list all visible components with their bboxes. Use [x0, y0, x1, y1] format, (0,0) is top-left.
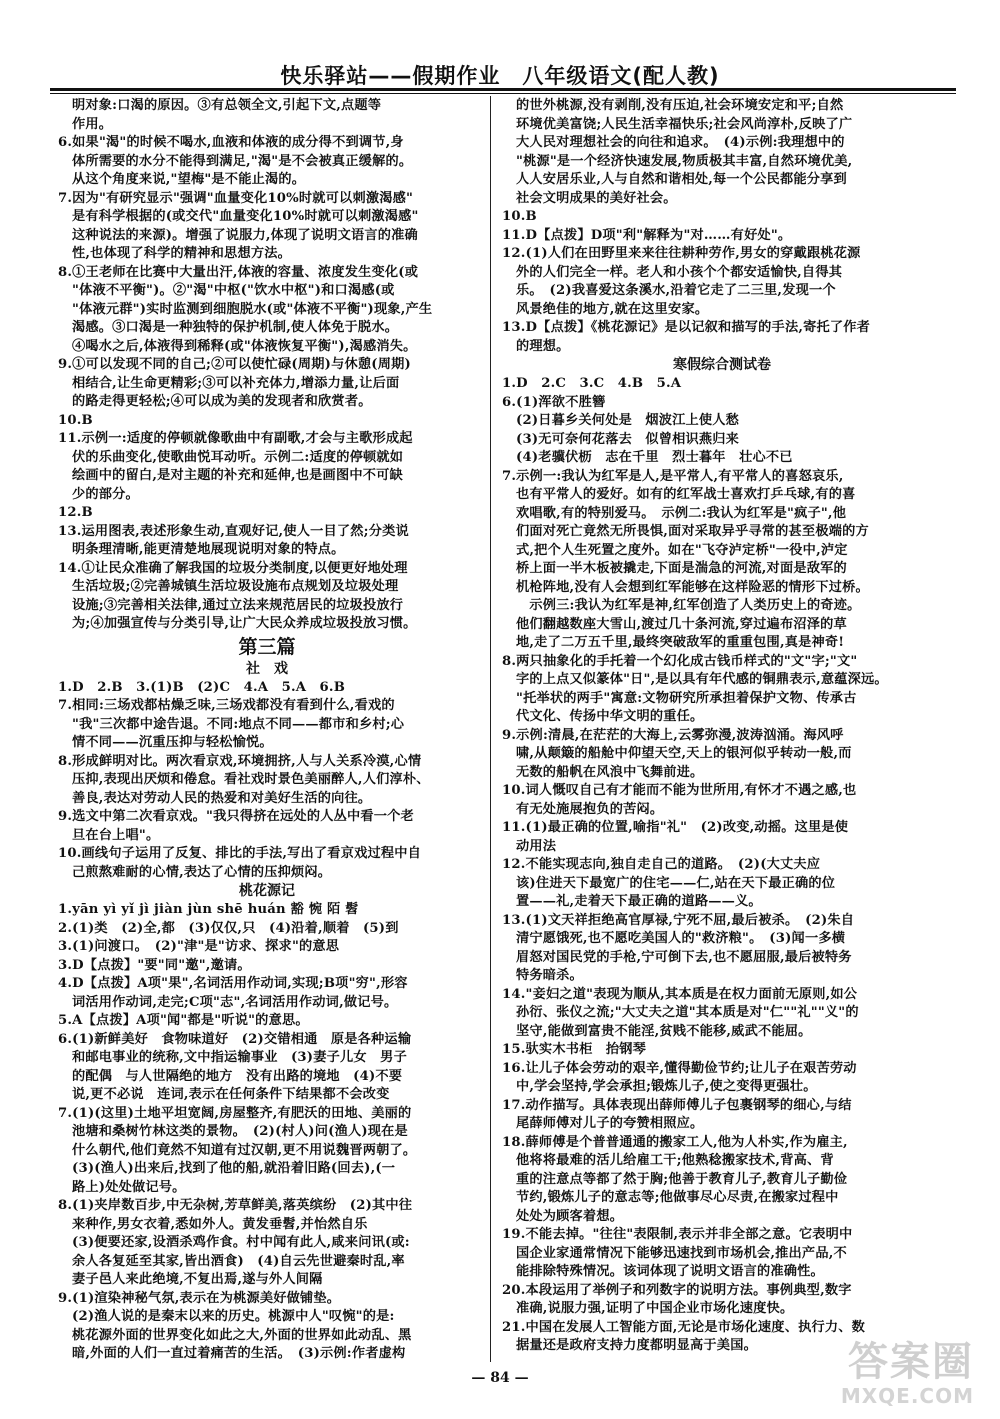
answer-line: 重的注意点等都了然于胸;他善于教育儿子,教育儿子勤俭: [516, 1171, 848, 1187]
answer-line: 坚守,能做到富贵不能淫,贫贱不能移,威武不能屈。: [516, 1023, 812, 1039]
answer-line: 能排除特殊情况。该词体现了说明文语言的准确性。: [516, 1264, 824, 1279]
answer-line: "体液不平衡")。②"渴"中枢("饮水中枢")和口渴感(或: [72, 283, 395, 298]
answer-line: 该)住进天下最宽广的住宅——仁,站在天下最正确的位: [516, 875, 836, 891]
answer-line: 这种说法的来源)。增强了说服力,体现了说明文语言的准确: [72, 227, 418, 243]
answer-line: 余人各复延至其家,皆出酒食) (4)自云先世避秦时乱,率: [72, 1253, 405, 1269]
answer-line: 暗,外面的人们一直过着痛苦的生活。 (3)示例:作者虚构: [72, 1346, 406, 1361]
answer-line: 6.(1)浑欲不胜簪: [502, 394, 606, 410]
answer-line: 桃花源外面的世界变化如此之大,外面的世界如此动乱、黑: [72, 1327, 412, 1343]
answer-line: 12.不能实现志向,独自走自己的道路。 (2)(大丈夫应: [502, 857, 821, 872]
watermark: [834, 1340, 974, 1412]
answer-line: 10.B: [502, 209, 537, 224]
answer-line: 7.相同:三场戏都枯燥乏味,三场戏都没有看到什么,看戏的: [58, 698, 395, 713]
answer-line: (2)日暮乡关何处是 烟波江上使人愁: [516, 413, 740, 428]
section-heading: 社 戏: [246, 660, 288, 677]
header-rule-thin: [50, 93, 956, 94]
answer-line: 8.①王老师在比赛中大量出汗,体液的容量、浓度发生变化(或: [58, 264, 419, 280]
answer-line: 说,更不必说 连词,表示在任何条件下结果都不会改变: [72, 1087, 390, 1102]
right-column: [502, 97, 942, 1356]
page-header: 快乐驿站——假期作业 八年级语文(配人教): [280, 64, 720, 88]
answer-line: 13.D【点拨】《桃花源记》是以记叙和描写的手法,寄托了作者: [502, 320, 871, 335]
answer-line: 的配偶 与人世隔绝的地方 没有出路的境地 (4)不要: [72, 1068, 403, 1084]
answer-line: "体液元群")实时监测到细胞脱水(或"体液不平衡")现象,产生: [72, 301, 433, 317]
watermark-url: MXQE.COM: [840, 1384, 974, 1408]
answer-line: (3)便要还家,设酒杀鸡作食。村中闻有此人,咸来问讯(或:: [72, 1235, 410, 1250]
answer-line: 体所需要的水分不能得到满足,"渴"是不会被真正缓解的。: [72, 153, 413, 169]
header-rule-thick: [50, 88, 956, 91]
section-title: 第三篇: [238, 635, 296, 658]
answer-line: 也有平常人的爱好。如有的红军战士喜欢打乒乓球,有的喜: [516, 487, 856, 502]
answer-line: 明对象:口渴的原因。③有总领全文,引起下文,点题等: [72, 98, 382, 113]
answer-line: 桥上面一半木板被撬走,下面是湍急的河流,对面是敌军的: [516, 561, 847, 576]
answer-line: 来种作,男女衣着,悉如外人。黄发垂髫,并怡然自乐: [72, 1216, 368, 1232]
answer-line: 6.如果"渴"的时候不喝水,血液和体液的成分得不到调节,身: [58, 135, 404, 150]
answer-line: 13.(1)文天祥拒绝高官厚禄,宁死不屈,最后被杀。 (2)朱自: [502, 912, 855, 928]
answer-line: 大人民对理想社会的向往和追求。 (4)示例:我理想中的: [516, 135, 845, 150]
answer-line: (2)渔人说的是秦末以来的历史。桃源中人"叹惋"的是:: [72, 1309, 395, 1324]
answer-line: 据量还是政府支持力度都明显高于美国。: [516, 1338, 757, 1353]
answer-line: 处处为顾客着想。: [516, 1208, 624, 1224]
answer-line: 善良,表达对劳动人民的热爱和对美好生活的向往。: [72, 790, 372, 806]
answer-line: 的理想。: [516, 338, 570, 354]
answer-line: 从这个角度来说,"望梅"是不能止渴的。: [72, 172, 306, 187]
answer-line: 他们翻越数座大雪山,渡过几十条河流,穿过遍布沼泽的草: [516, 616, 847, 632]
answer-line: 5.A【点拨】A项"闻"都是"听说"的意思。: [58, 1013, 309, 1028]
answer-line: 特务暗杀。: [516, 968, 583, 983]
answer-line: 环境优美富饶;人民生活幸福快乐;社会风尚淳朴,反映了广: [516, 116, 853, 132]
answer-line: 什么朝代,他们竟然不知道有过汉朝,更不用说魏晋两朝了。: [72, 1142, 417, 1158]
answer-line: 们面对死亡竟然无所畏惧,面对采取异乎寻常的甚至极端的方: [516, 524, 869, 539]
answer-line: 10.画线句子运用了反复、排比的手法,写出了看京戏过程中自: [58, 846, 422, 861]
answer-line: 渴感。③口渴是一种独特的保护机制,使人体免于脱水。: [72, 320, 399, 335]
answer-line: 无数的船帆在风浪中飞舞前进。: [516, 764, 704, 780]
answer-line: 14.①让民众准确了解我国的垃圾分类制度,以便更好地处理: [58, 560, 408, 576]
left-column: [58, 97, 476, 1364]
section-heading: 寒假综合测试卷: [673, 357, 771, 373]
answer-line: 7.示例一:我认为红军是人,是平常人,有平常人的喜怒哀乐,: [502, 468, 844, 484]
watermark-logo: 答案圈: [848, 1339, 974, 1385]
answer-line: 相结合,让生命更精彩;③可以补充体力,增添力量,让后面: [72, 375, 400, 391]
answer-line: 为;④加强宣传与分类引导,让广大民众养成垃圾投放习惯。: [72, 616, 417, 631]
answer-line: (3)(渔人)出来后,找到了他的船,就沿着旧路(回去),(一: [72, 1161, 396, 1176]
answer-line: 14."妾妇之道"表现为顺从,其本质是在权力面前无原则,如公: [502, 986, 858, 1002]
answer-line: 21.中国在发展人工智能方面,无论是市场化速度、执行力、数: [502, 1319, 866, 1335]
answer-line: "托举状的两手"寓意:文物研究所承担着保护文物、传承古: [516, 690, 857, 706]
answer-line: 13.运用图表,表述形象生动,直观好记,使人一目了然;分类说: [58, 523, 409, 539]
answer-line: (4)老骥伏枥 志在千里 烈士暮年 壮心不已: [516, 450, 793, 465]
answer-line: 16.让儿子体会劳动的艰辛,懂得勤俭节约;让儿子在艰苦劳动: [502, 1060, 857, 1076]
answer-line: 设施;③完善相关法律,通过立法来规范居民的垃圾投放行: [72, 597, 404, 613]
answer-line: 1.D 2.C 3.C 4.B 5.A: [502, 376, 682, 391]
answer-line: 式,把个人生死置之度外。如在"飞夺泸定桥"一役中,泸定: [516, 542, 848, 558]
answer-line: 示例三:我认为红军是神,红军创造了人类历史上的奇迹。: [516, 598, 861, 613]
answer-line: 8.形成鲜明对比。两次看京戏,环境拥挤,人与人关系冷漠,心情: [58, 753, 422, 769]
answer-line: 清宁愿饿死,也不愿吃美国人的"救济粮"。 (3)闻一多横: [516, 931, 846, 946]
answer-line: 情不同——沉重压抑与轻松愉悦。: [72, 735, 273, 750]
answer-line: 9.①可以发现不同的自己;②可以使忙碌(周期)与休憩(周期): [58, 357, 411, 372]
answer-line: 词活用作动词,走完;C项"志",名词活用作动词,做记号。: [72, 994, 398, 1010]
answer-line: 的世外桃源,没有剥削,没有压迫,社会环境安定和平;自然: [516, 98, 844, 113]
answer-line: "我"三次都中途告退。不同:地点不同——都市和乡村;心: [72, 716, 405, 732]
answer-line: 1.D 2.B 3.(1)B (2)C 4.A 5.A 6.B: [58, 679, 346, 695]
column-divider: [490, 96, 491, 1362]
answer-line: 6.(1)新鲜美好 食物味道好 (2)交错相通 原是各种运输: [58, 1031, 412, 1047]
answer-line: 4.D【点拨】A项"果",名词活用作动词,实现;B项"穷",形容: [58, 976, 408, 991]
answer-line: 3.D【点拨】"要"同"邀",邀请。: [58, 957, 251, 973]
answer-line: 伏的乐曲变化,使歌曲悦耳动听。示例二:适度的停顿就如: [72, 449, 404, 465]
page-number: — 84 —: [471, 1370, 529, 1386]
answer-line: 19.不能去掉。"往往"表限制,表示并非全部之意。它表明中: [502, 1227, 853, 1242]
answer-line: 压抑,表现出厌烦和倦怠。看社戏时景色美丽醉人,人们淳朴、: [72, 772, 430, 787]
answer-line: 9.(1)渲染神秘气氛,表示在为桃源美好做铺垫。: [58, 1290, 341, 1306]
answer-line: 机枪阵地,没有人会想到红军能够在这样险恶的情形下过桥。: [516, 579, 869, 595]
answer-line: 2.(1)类 (2)全,都 (3)仅仅,只 (4)沿着,顺着 (5)到: [58, 920, 399, 936]
answer-line: 啸,从颠簸的船舱中仰望天空,天上的银河似乎转动一般,而: [516, 746, 852, 761]
answer-line: 字的上点又似篆体"日",是以具有年代感的铜鼎表示,意蕴深远。: [516, 672, 888, 687]
answer-line: 10.B: [58, 412, 93, 428]
answer-line: 动用法: [516, 838, 557, 854]
answer-line: 置——礼,走着天下最正确的道路——义。: [516, 894, 762, 909]
answer-line: 路上)处处做记号。: [72, 1179, 186, 1195]
answer-line: 7.因为"有研究显示"强调"血量变化10%时就可以刺激渴感": [58, 190, 414, 206]
answer-line: 尾薛师傅对儿子的夸赞相照应。: [516, 1116, 704, 1131]
answer-line: 欢唱歌,有的特别爱马。 示例二:我认为红军是"疯子",他: [516, 505, 847, 521]
answer-line: 1.yān yì yǐ jì jiàn jùn shē huán 豁 惋 陌 髫: [58, 902, 359, 917]
answer-line: (3)无可奈何花落去 似曾相识燕归来: [516, 431, 740, 447]
answer-line: 外的人们完全一样。老人和小孩个个都安适愉快,自得其: [516, 264, 843, 280]
answer-line: 作用。: [72, 116, 113, 132]
answer-line: 9.选文中第二次看京戏。"我只得挤在远处的人丛中看一个老: [58, 809, 414, 824]
answer-line: 11.D【点拨】D项"利"解释为"对……有好处"。: [502, 227, 792, 243]
answer-line: 11.(1)最正确的位置,喻指"礼" (2)改变,动摇。这里是使: [502, 820, 849, 835]
section-heading: 桃花源记: [239, 883, 295, 899]
answer-line: 人人安居乐业,人与自然和谐相处,每一个公民都能分享到: [516, 172, 847, 187]
answer-line: 中,学会坚持,学会承担;锻炼儿子,使之变得更强壮。: [516, 1079, 817, 1094]
answer-line: 10.词人慨叹自己有才能而不能为世所用,有怀才不遇之感,也: [502, 783, 857, 798]
answer-line: 18.薛师傅是个普普通通的搬家工人,他为人朴实,作为雇主,: [502, 1134, 848, 1150]
answer-line: 己煎熬难耐的心情,表达了心情的压抑烦闷。: [72, 864, 332, 880]
answer-line: 3.(1)问渡口。 (2)"津"是"访求、探求"的意思: [58, 939, 340, 954]
answer-line: 旦在台上唱"。: [72, 827, 160, 843]
answer-line: 性,也体现了科学的精神和思想方法。: [72, 246, 291, 261]
answer-line: 是有科学根据的(或交代"血量变化10%时就可以刺激渴感": [72, 209, 419, 224]
answer-line: 20.本段运用了举例子和列数字的说明方法。事例典型,数字: [502, 1282, 852, 1298]
answer-line: 的路走得更轻松;④可以成为美的发现者和欣赏者。: [72, 394, 372, 409]
answer-line: 准确,说服力强,证明了中国企业市场化速度快。: [516, 1301, 794, 1316]
answer-line: 15.驮实木书柜 抬钢琴: [502, 1042, 647, 1057]
answer-line: 有无处施展抱负的苦闷。: [516, 801, 664, 817]
answer-line: 11.示例一:适度的停顿就像歌曲中有副歌,才会与主歌形成起: [58, 431, 413, 446]
answer-line: 他将将最难的活儿给雇工干;他熟稔搬家技术,背高、背: [516, 1153, 834, 1168]
answer-line: 12.B: [58, 505, 93, 520]
answer-line: 乐。 (2)我喜爱这条溪水,沿着它走了二三里,发现一个: [516, 283, 836, 298]
answer-line: 妻子邑人来此绝境,不复出焉,遂与外人间隔: [72, 1272, 323, 1287]
answer-line: 7.(1)(这里)土地平坦宽阔,房屋整齐,有肥沃的田地、美丽的: [58, 1105, 412, 1121]
answer-line: 12.(1)人们在田野里来来往往耕种劳作,男女的穿戴跟桃花源: [502, 246, 861, 261]
answer-line: 9.示例:清晨,在茫茫的大海上,云雾弥漫,波涛汹涌。海风呼: [502, 727, 844, 743]
answer-line: 孙衍、张仪之流;"大丈夫之道"其本质是对"仁""礼""义"的: [516, 1005, 859, 1020]
answer-line: 风景绝佳的地方,就在这里安家。: [516, 301, 709, 317]
answer-line: 代文化、传扬中华文明的重任。: [516, 709, 704, 724]
answer-line: 少的部分。: [72, 486, 139, 502]
answer-line: 生活垃圾;②完善城镇生活垃圾设施布点规划及垃圾处理: [72, 579, 399, 594]
answer-line: 和邮电事业的统称,文中指运输事业 (3)妻子儿女 男子: [72, 1050, 407, 1065]
answer-line: 绘画中的留白,是对主题的补充和延伸,也是画图中不可缺: [72, 468, 403, 483]
answer-line: 池塘和桑树竹林这类的景物。 (2)(村人)问(渔人)现在是: [72, 1124, 408, 1139]
answer-line: 眉怒对国民党的手枪,宁可倒下去,也不愿屈服,最后被特务: [516, 949, 852, 965]
answer-line: 8.(1)夹岸数百步,中无杂树,芳草鲜美,落英缤纷 (2)其中往: [58, 1198, 413, 1213]
answer-line: "桃源"是一个经济快速发展,物质极其丰富,自然环境优美,: [516, 153, 853, 169]
answer-line: 17.动作描写。具体表现出薛师傅儿子包裹钢琴的细心,与结: [502, 1097, 852, 1113]
answer-line: 节约,锻炼儿子的意志等;他做事尽心尽责,在搬家过程中: [516, 1190, 839, 1205]
answer-line: 国企业家通常情况下能够迅速找到市场机会,推出产品,不: [516, 1245, 847, 1261]
answer-line: 地,走了二万五千里,最终突破敌军的重重包围,真是神奇!: [516, 635, 845, 650]
answer-line: 明条理清晰,能更清楚地展现说明对象的特点。: [72, 542, 345, 557]
answer-line: ④喝水之后,体液得到稀释(或"体液恢复平衡"),渴感消失。: [72, 338, 417, 354]
answer-line: 8.两只抽象化的手托着一个幻化成古钱币样式的"文"字;"文": [502, 653, 858, 669]
answer-line: 社会文明成果的美好社会。: [516, 190, 677, 206]
